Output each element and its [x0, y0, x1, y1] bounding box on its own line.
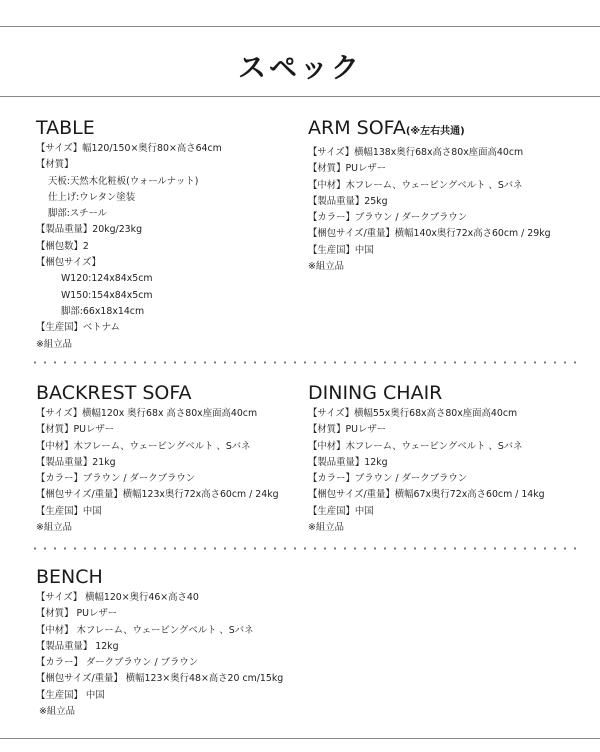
- arm-sofa-note: (※左右共通): [405, 126, 465, 137]
- spec-line: 【製品重量】20kg/23kg: [36, 224, 143, 236]
- spec-line: ※組立品: [36, 522, 72, 534]
- spec-line: ※組立品: [36, 338, 72, 350]
- spec-line: 【材質】PUレザー: [308, 424, 387, 436]
- backrest-sofa-heading: BACKREST SOFA: [36, 382, 192, 404]
- dining-chair-spec-section: [308, 382, 545, 536]
- spec-line: 【材質】PUレザー: [36, 424, 115, 436]
- bench-heading: BENCH: [36, 566, 103, 588]
- spec-line: ※組立品: [39, 706, 75, 718]
- spec-line: 【梱包サイズ/重量】横幅123x奥行72x高さ60cm / 24kg: [36, 489, 279, 501]
- dotted-divider: [30, 361, 578, 364]
- spec-line: 【材質】: [36, 159, 74, 171]
- spec-line: 【生産国】中国: [308, 505, 374, 517]
- spec-line: 【梱包サイズ】: [36, 257, 101, 269]
- spec-line: 天板:天然木化粧板(ウォールナット): [48, 175, 199, 187]
- spec-line: 【材質】 PUレザー: [36, 608, 118, 620]
- spec-line: 仕上げ:ウレタン塗装: [48, 191, 136, 203]
- spec-line: 【材質】PUレザー: [308, 163, 387, 175]
- spec-line: 【生産国】ベトナム: [36, 322, 120, 334]
- arm-sofa-heading: [308, 117, 551, 143]
- spec-line: 【製品重量】21kg: [36, 456, 116, 468]
- spec-line: 【製品重量】12kg: [308, 456, 388, 468]
- spec-line: 【サイズ】横幅138x奥行68x高さ80x座面高40cm: [308, 147, 524, 158]
- spec-line: 【中材】木フレーム、ウェービングベルト 、Sバネ: [308, 440, 523, 452]
- bench-spec-section: [36, 566, 283, 720]
- spec-line: 【製品重量】 12kg: [36, 640, 119, 652]
- spec-line: 【カラー】 ダークブラウン / ブラウン: [36, 657, 199, 669]
- backrest-sofa-spec-section: [36, 382, 279, 536]
- spec-line: 【生産国】中国: [308, 244, 374, 256]
- spec-line: 【サイズ】横幅120x 奥行68x 高さ80x座面高40cm: [36, 408, 258, 419]
- spec-line: 【生産国】 中国: [36, 689, 105, 701]
- arm-sofa-spec-section: [308, 117, 551, 275]
- spec-line: 【梱包数】2: [36, 240, 89, 252]
- spec-line: 【中材】木フレーム、ウェービングベルト 、Sバネ: [36, 440, 251, 452]
- spec-line: 脚部:66x18x14cm: [61, 305, 145, 317]
- table-spec-section: [36, 117, 222, 353]
- title-rule: [0, 96, 600, 97]
- spec-line: 【梱包サイズ/重量】横幅140x奥行72x高さ60cm / 29kg: [308, 228, 551, 240]
- spec-line: 【梱包サイズ/重量】横幅67x奥行72x高さ60cm / 14kg: [308, 489, 545, 501]
- spec-line: 【製品重量】25kg: [308, 195, 388, 207]
- spec-line: 【中材】 木フレーム、ウェービングベルト 、Sバネ: [36, 624, 254, 636]
- spec-line: 脚部:スチール: [48, 208, 108, 220]
- top-rule: [0, 26, 600, 27]
- bottom-rule: [0, 738, 600, 739]
- spec-line: 【カラー】ブラウン / ダークブラウン: [308, 473, 468, 485]
- page-title: スペック: [237, 51, 362, 84]
- spec-line: ※組立品: [308, 522, 344, 534]
- dining-chair-heading: DINING CHAIR: [308, 382, 443, 404]
- dotted-divider: [30, 547, 578, 550]
- spec-line: 【中材】木フレーム、ウェービングベルト 、Sバネ: [308, 179, 523, 191]
- spec-line: 【カラー】ブラウン / ダークブラウン: [308, 212, 468, 224]
- spec-line: 【サイズ】幅120/150×奥行80×高さ64cm: [36, 143, 222, 154]
- spec-line: 【生産国】中国: [36, 505, 102, 517]
- arm-sofa-heading-text: ARM SOFA: [308, 117, 406, 139]
- spec-line: 【サイズ】横幅55x奥行68x高さ80x座面高40cm: [308, 408, 518, 419]
- spec-line: ※組立品: [308, 261, 344, 273]
- spec-line: 【サイズ】 横幅120×奥行46×高さ40: [36, 592, 199, 603]
- spec-line: 【梱包サイズ/重量】 横幅123×奥行48×高さ20 cm/15kg: [36, 673, 284, 685]
- spec-line: 【カラー】ブラウン / ダークブラウン: [36, 473, 196, 485]
- spec-line: W150:154x84x5cm: [61, 289, 153, 301]
- table-heading: TABLE: [36, 117, 95, 139]
- spec-line: W120:124x84x5cm: [61, 273, 153, 285]
